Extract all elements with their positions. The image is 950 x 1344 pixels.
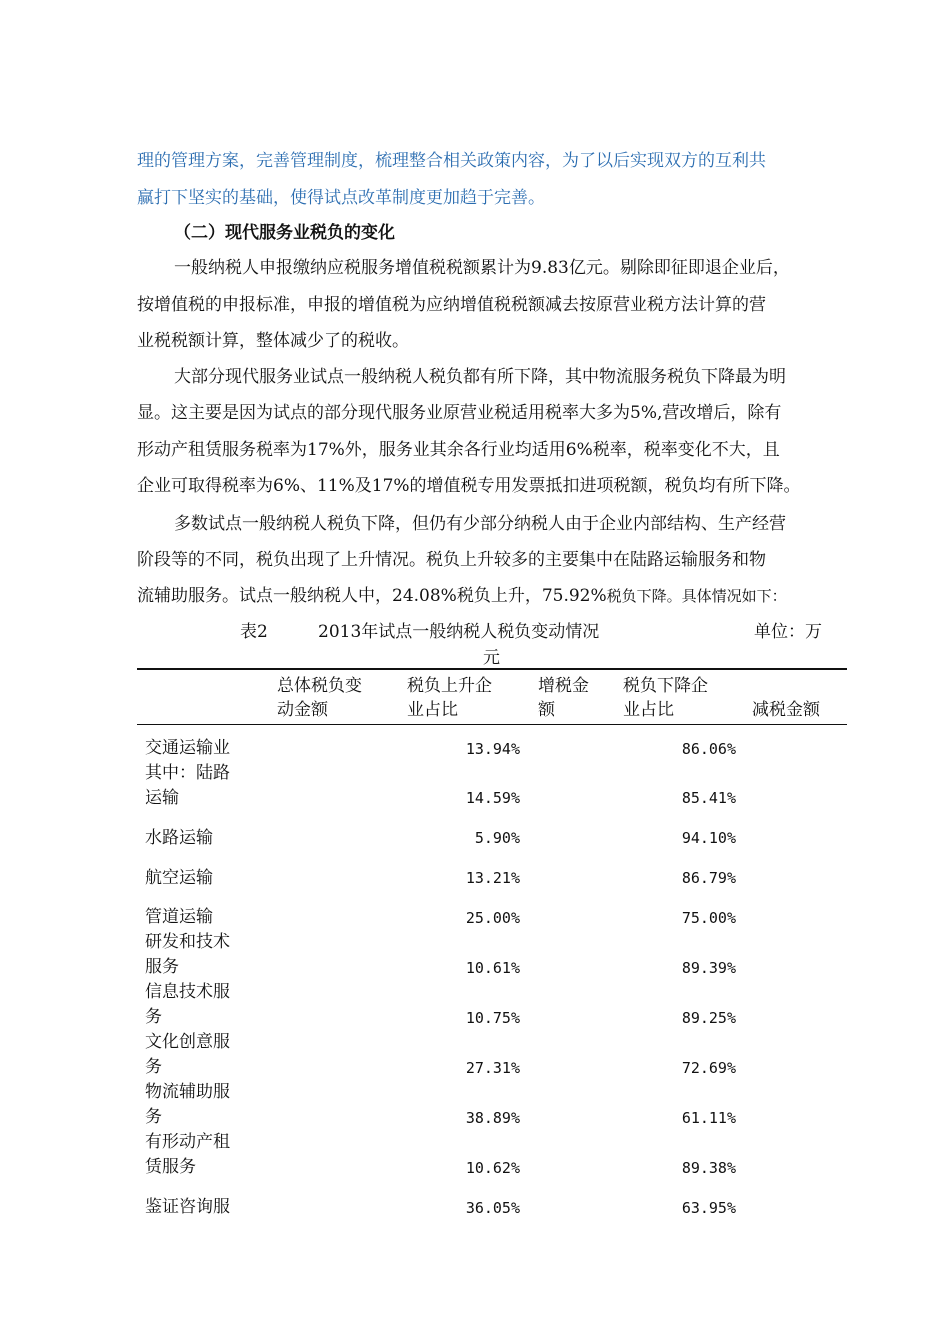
row-label-text: 研发和技术	[145, 932, 230, 952]
header-total-change	[277, 674, 362, 722]
row-label: 管道运输	[145, 907, 213, 927]
row-label: 航空运输	[145, 868, 213, 888]
row-label-text: 务	[145, 1007, 162, 1027]
increase-share-value: 13.94%	[465, 740, 520, 758]
decrease-share-value: 75.00%	[681, 909, 736, 927]
decrease-share-value: 63.95%	[681, 1199, 736, 1217]
header-text: 业占比	[623, 700, 674, 720]
header-increase-share	[407, 674, 492, 722]
increase-share-value: 25.00%	[465, 909, 520, 927]
row-label-text: 运输	[145, 788, 179, 808]
row-label-text: 务	[145, 1107, 162, 1127]
increase-share-value: 10.75%	[465, 1009, 520, 1027]
increase-share-value: 10.61%	[465, 959, 520, 977]
row-label-text: 务	[145, 1057, 162, 1077]
increase-share-value: 14.59%	[465, 789, 520, 807]
header-text: 增税金	[538, 676, 589, 696]
increase-share-value: 13.21%	[465, 869, 520, 887]
header-text: 业占比	[407, 700, 458, 720]
row-label	[145, 1130, 230, 1180]
header-text: 总体税负变	[277, 676, 362, 696]
increase-share-value: 36.05%	[465, 1199, 520, 1217]
section-heading: （二）现代服务业税负的变化	[174, 223, 395, 243]
paragraph-line: 一般纳税人申报缴纳应税服务增值税税额累计为9.83亿元。剔除即征即退企业后，	[174, 258, 790, 278]
row-label-text: 其中：陆路	[145, 763, 230, 783]
row-label: 水路运输	[145, 828, 213, 848]
increase-share-value: 27.31%	[465, 1059, 520, 1077]
row-label-text: 服务	[145, 957, 179, 977]
decrease-share-value: 72.69%	[681, 1059, 736, 1077]
header-text: 税负上升企	[407, 676, 492, 696]
table-unit: 单位：万	[754, 622, 822, 642]
paragraph-text: 流辅助服务。试点一般纳税人中，24.08%税负上升，75.92%	[137, 586, 607, 606]
decrease-share-value: 61.11%	[681, 1109, 736, 1127]
row-label	[145, 930, 230, 980]
row-label	[145, 1030, 230, 1080]
row-label-text: 赁服务	[145, 1157, 196, 1177]
paragraph-line: 理的管理方案，完善管理制度，梳理整合相关政策内容，为了以后实现双方的互利共	[137, 151, 766, 171]
table-label: 表2	[240, 622, 268, 642]
paragraph-line: 显。这主要是因为试点的部分现代服务业原营业税适用税率大多为5%,营改增后，除有	[137, 403, 782, 423]
table-header-rule	[137, 724, 847, 725]
increase-share-value: 10.62%	[465, 1159, 520, 1177]
table-unit-continued: 元	[483, 648, 500, 668]
decrease-share-value: 89.38%	[681, 1159, 736, 1177]
paragraph-line: 按增值税的申报标准，申报的增值税为应纳增值税税额减去按原营业税方法计算的营	[137, 295, 766, 315]
header-text: 税负下降企	[623, 676, 708, 696]
paragraph-line: 形动产租赁服务税率为17%外，服务业其余各行业均适用6%税率，税率变化不大，且	[137, 440, 780, 460]
decrease-share-value: 85.41%	[681, 789, 736, 807]
row-label-text: 信息技术服	[145, 982, 230, 1002]
table-title: 2013年试点一般纳税人税负变动情况	[318, 622, 600, 642]
row-label	[145, 1080, 230, 1130]
paragraph-line	[137, 585, 787, 607]
header-decrease-share	[623, 674, 708, 722]
header-text: 动金额	[277, 700, 328, 720]
row-label-text: 文化创意服	[145, 1032, 230, 1052]
decrease-share-value: 89.39%	[681, 959, 736, 977]
row-label-text: 物流辅助服	[145, 1082, 230, 1102]
paragraph-line: 企业可取得税率为6%、11%及17%的增值税专用发票抵扣进项税额，税负均有所下降。	[137, 476, 801, 496]
paragraph-line: 阶段等的不同，税负出现了上升情况。税负上升较多的主要集中在陆路运输服务和物	[137, 550, 766, 570]
paragraph-line: 赢打下坚实的基础，使得试点改革制度更加趋于完善。	[137, 188, 545, 208]
header-decrease-amount: 减税金额	[752, 700, 820, 720]
header-text: 额	[538, 700, 555, 720]
row-label	[145, 980, 230, 1030]
paragraph-text: 税负下降。具体情况如下：	[606, 587, 787, 605]
paragraph-line: 业税税额计算，整体减少了的税收。	[137, 331, 409, 351]
increase-share-value: 5.90%	[474, 829, 520, 847]
row-label: 鉴证咨询服	[145, 1197, 230, 1217]
row-label	[145, 761, 230, 811]
row-label-text: 有形动产租	[145, 1132, 230, 1152]
header-increase-amount	[538, 674, 589, 722]
decrease-share-value: 94.10%	[681, 829, 736, 847]
increase-share-value: 38.89%	[465, 1109, 520, 1127]
paragraph-line: 大部分现代服务业试点一般纳税人税负都有所下降，其中物流服务税负下降最为明	[174, 367, 786, 387]
decrease-share-value: 89.25%	[681, 1009, 736, 1027]
table-top-rule	[137, 668, 847, 670]
decrease-share-value: 86.06%	[681, 740, 736, 758]
row-label: 交通运输业	[145, 738, 230, 758]
decrease-share-value: 86.79%	[681, 869, 736, 887]
paragraph-line: 多数试点一般纳税人税负下降，但仍有少部分纳税人由于企业内部结构、生产经营	[174, 514, 786, 534]
